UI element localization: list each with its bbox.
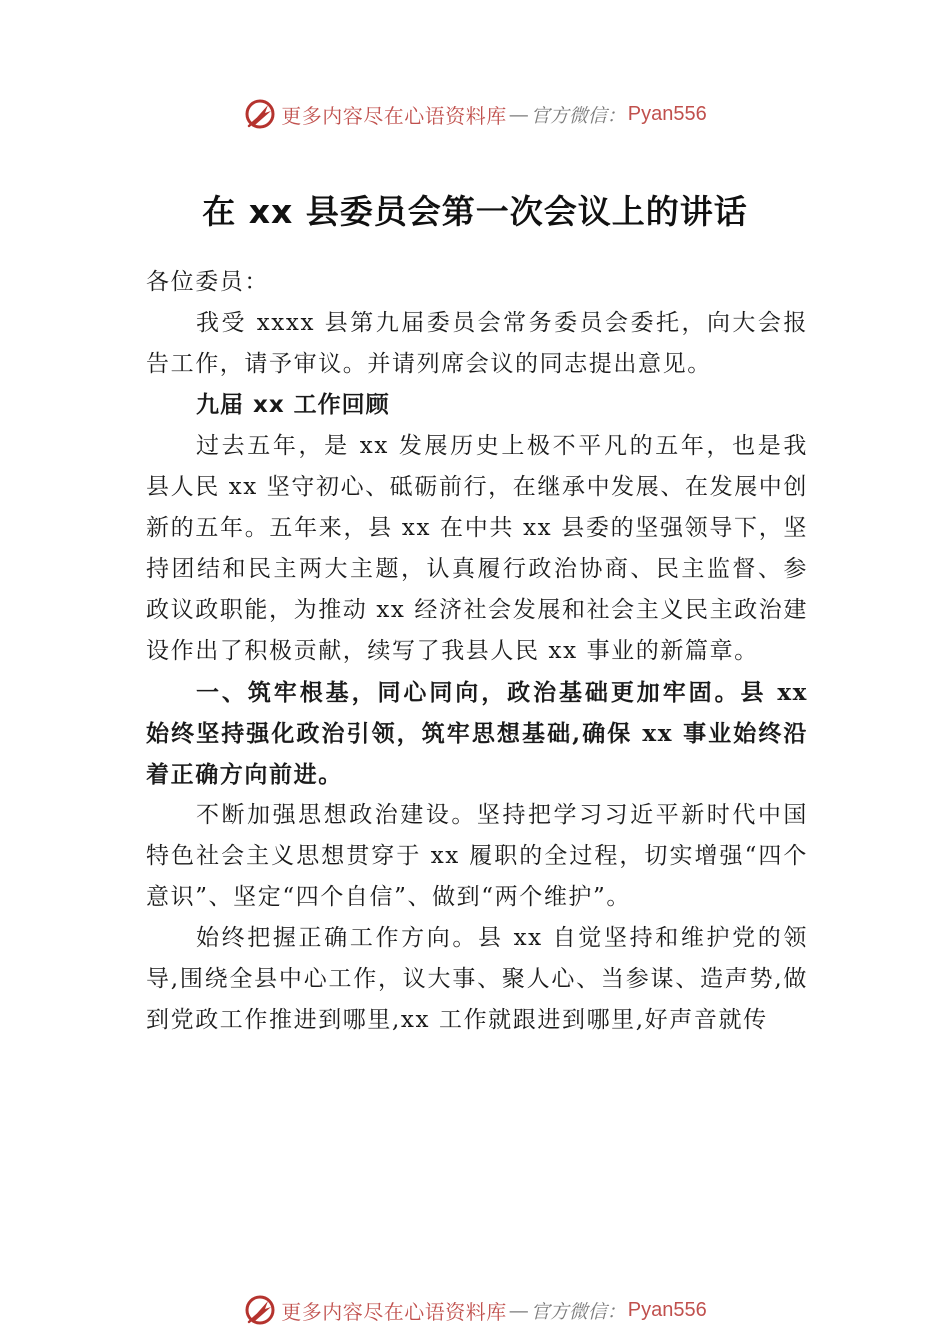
banner-wechat-id: Pyan556 [627, 102, 707, 125]
section-heading: 九届 xx 工作回顾 [196, 392, 390, 418]
document-title: 在 xx 县委员会第一次会议上的讲话 [202, 192, 748, 231]
opening-paragraph: 我受 xxxx 县第九届委员会常务委员会委托，向大会报告工作，请予审议。并请列席会议的同志提出意见。 [146, 310, 808, 377]
point-one-paragraph-2: 始终把握正确工作方向。县 xx 自觉坚持和维护党的领导,围绕全县中心工作，议大事、聚人心、当参谋、造声势,做到党政工作推进到哪里,xx 工作就跟进到哪里,好声音就传 [146, 925, 808, 1033]
review-paragraph: 过去五年，是 xx 发展历史上极不平凡的五年，也是我县人民 xx 坚守初心、砥砺前行，在继承中发展、在发展中创新的五年。五年来，县 xx 在中共 xx 县委的坚强领导下，坚持团结和民主两大主题，认真履行政治协商、民主监督、参政议政职能，为推动 xx 经济社会发展和社会主义民主政治建设作出了积极贡献，续写了我县人民 xx 事业的新篇章。 [146, 433, 808, 664]
salutation: 各位委员： [146, 269, 269, 295]
banner-wechat-id: Pyan556 [627, 1298, 707, 1321]
banner-wechat-label: 官方微信： [530, 1300, 626, 1323]
document-body [146, 262, 808, 1041]
point-one-heading: 一、筑牢根基，同心同向，政治基础更加牢固。县 xx 始终坚持强化政治引领，筑牢思想基础,确保 xx 事业始终沿着正确方向前进。 [146, 679, 808, 788]
footer-banner [0, 1290, 950, 1330]
quill-logo-icon [243, 97, 277, 131]
banner-brand-text: 更多内容尽在心语资料库 [281, 103, 507, 128]
banner-separator: — [508, 1298, 529, 1322]
header-banner [0, 94, 950, 134]
quill-logo-icon [243, 1293, 277, 1327]
banner-wechat-label: 官方微信： [530, 104, 626, 127]
banner-separator: — [508, 102, 529, 126]
point-one-paragraph-1: 不断加强思想政治建设。坚持把学习习近平新时代中国特色社会主义思想贯穿于 xx 履职的全过程，切实增强“四个意识”、坚定“四个自信”、做到“两个维护”。 [146, 802, 808, 910]
banner-brand-text: 更多内容尽在心语资料库 [281, 1299, 507, 1324]
